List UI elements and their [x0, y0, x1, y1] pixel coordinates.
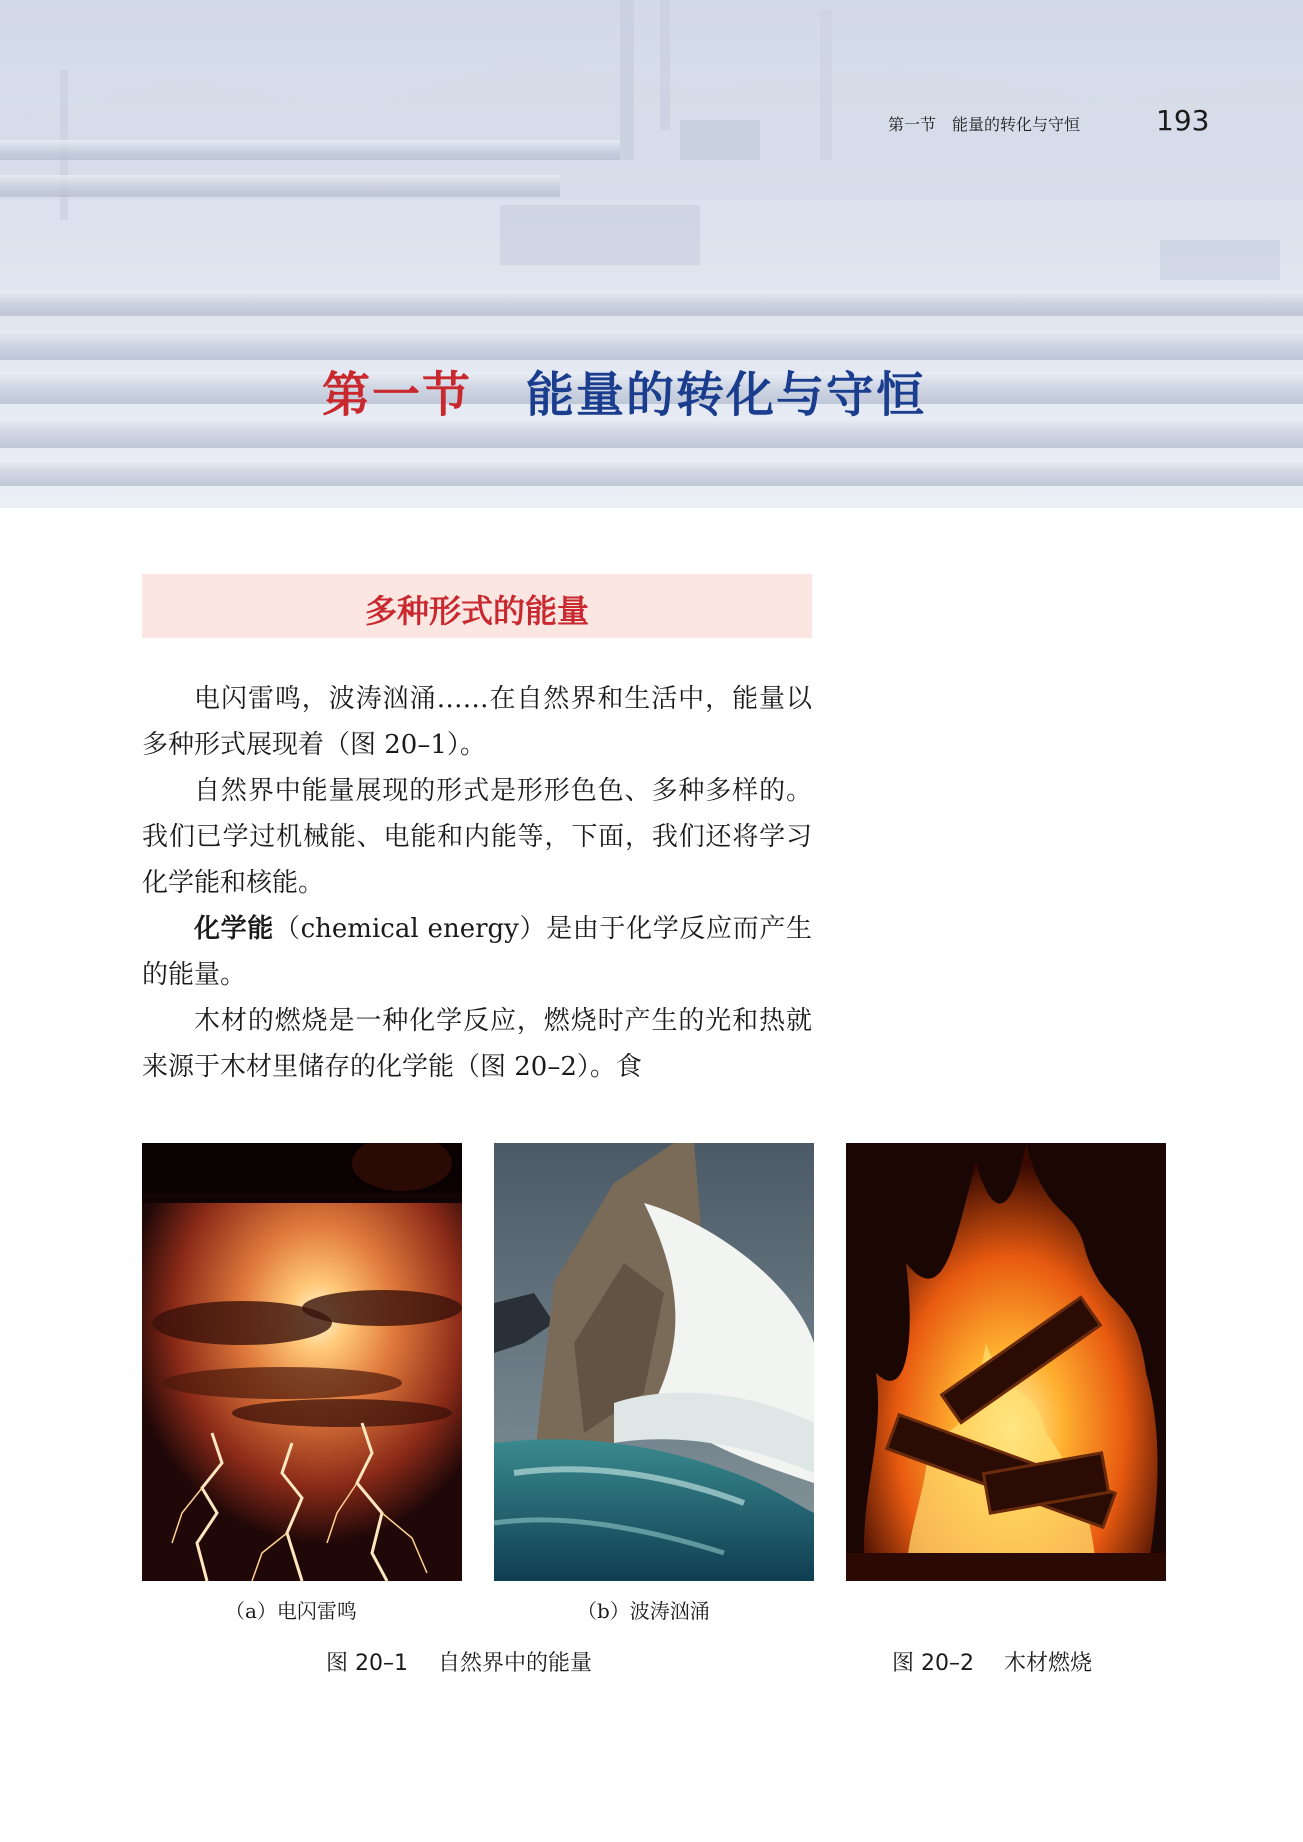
section-heading: 多种形式的能量 — [364, 592, 589, 630]
figure-20-2-caption — [892, 1646, 1092, 1677]
term-chemical-energy: 化学能 — [194, 914, 274, 944]
banner-background-image — [0, 0, 1303, 508]
figure-20-2-number: 图 20–2 — [892, 1651, 974, 1676]
lightning-photo — [142, 1143, 462, 1581]
body-text — [142, 676, 812, 1090]
chapter-banner — [0, 0, 1303, 508]
subcaption-a: （a）电闪雷鸣 — [225, 1599, 357, 1623]
figure-20-1-title: 自然界中的能量 — [438, 1651, 593, 1676]
running-header-title: 第一节 能量的转化与守恒 — [888, 115, 1081, 134]
paragraph-3-text: （chemical energy）是由于化学反应而产生的能量。 — [142, 914, 812, 990]
paragraph-4: 木材的燃烧是一种化学反应，燃烧时产生的光和热就来源于木材里储存的化学能（图 20–2）。食 — [142, 1006, 812, 1082]
paragraph-3 — [142, 906, 812, 998]
subcaption-b: （b）波涛汹涌 — [577, 1599, 710, 1623]
waves-photo — [494, 1143, 814, 1581]
paragraph-1: 电闪雷鸣，波涛汹涌……在自然界和生活中，能量以多种形式展现着（图 20–1）。 — [142, 684, 812, 760]
section-name: 能量的转化与守恒 — [526, 367, 927, 423]
fire-photo — [846, 1143, 1166, 1581]
section-label: 第一节 — [322, 367, 473, 423]
figure-20-1-number: 图 20–1 — [326, 1651, 408, 1676]
section-heading-bar — [142, 574, 812, 638]
figure-20-2-title: 木材燃烧 — [1004, 1651, 1093, 1676]
paragraph-2: 自然界中能量展现的形式是形形色色、多种多样的。我们已学过机械能、电能和内能等，下面，我们还将学习化学能和核能。 — [142, 776, 812, 898]
figure-20-1-caption — [326, 1646, 592, 1677]
page-number: 193 — [1156, 104, 1210, 137]
chapter-title — [322, 356, 927, 423]
